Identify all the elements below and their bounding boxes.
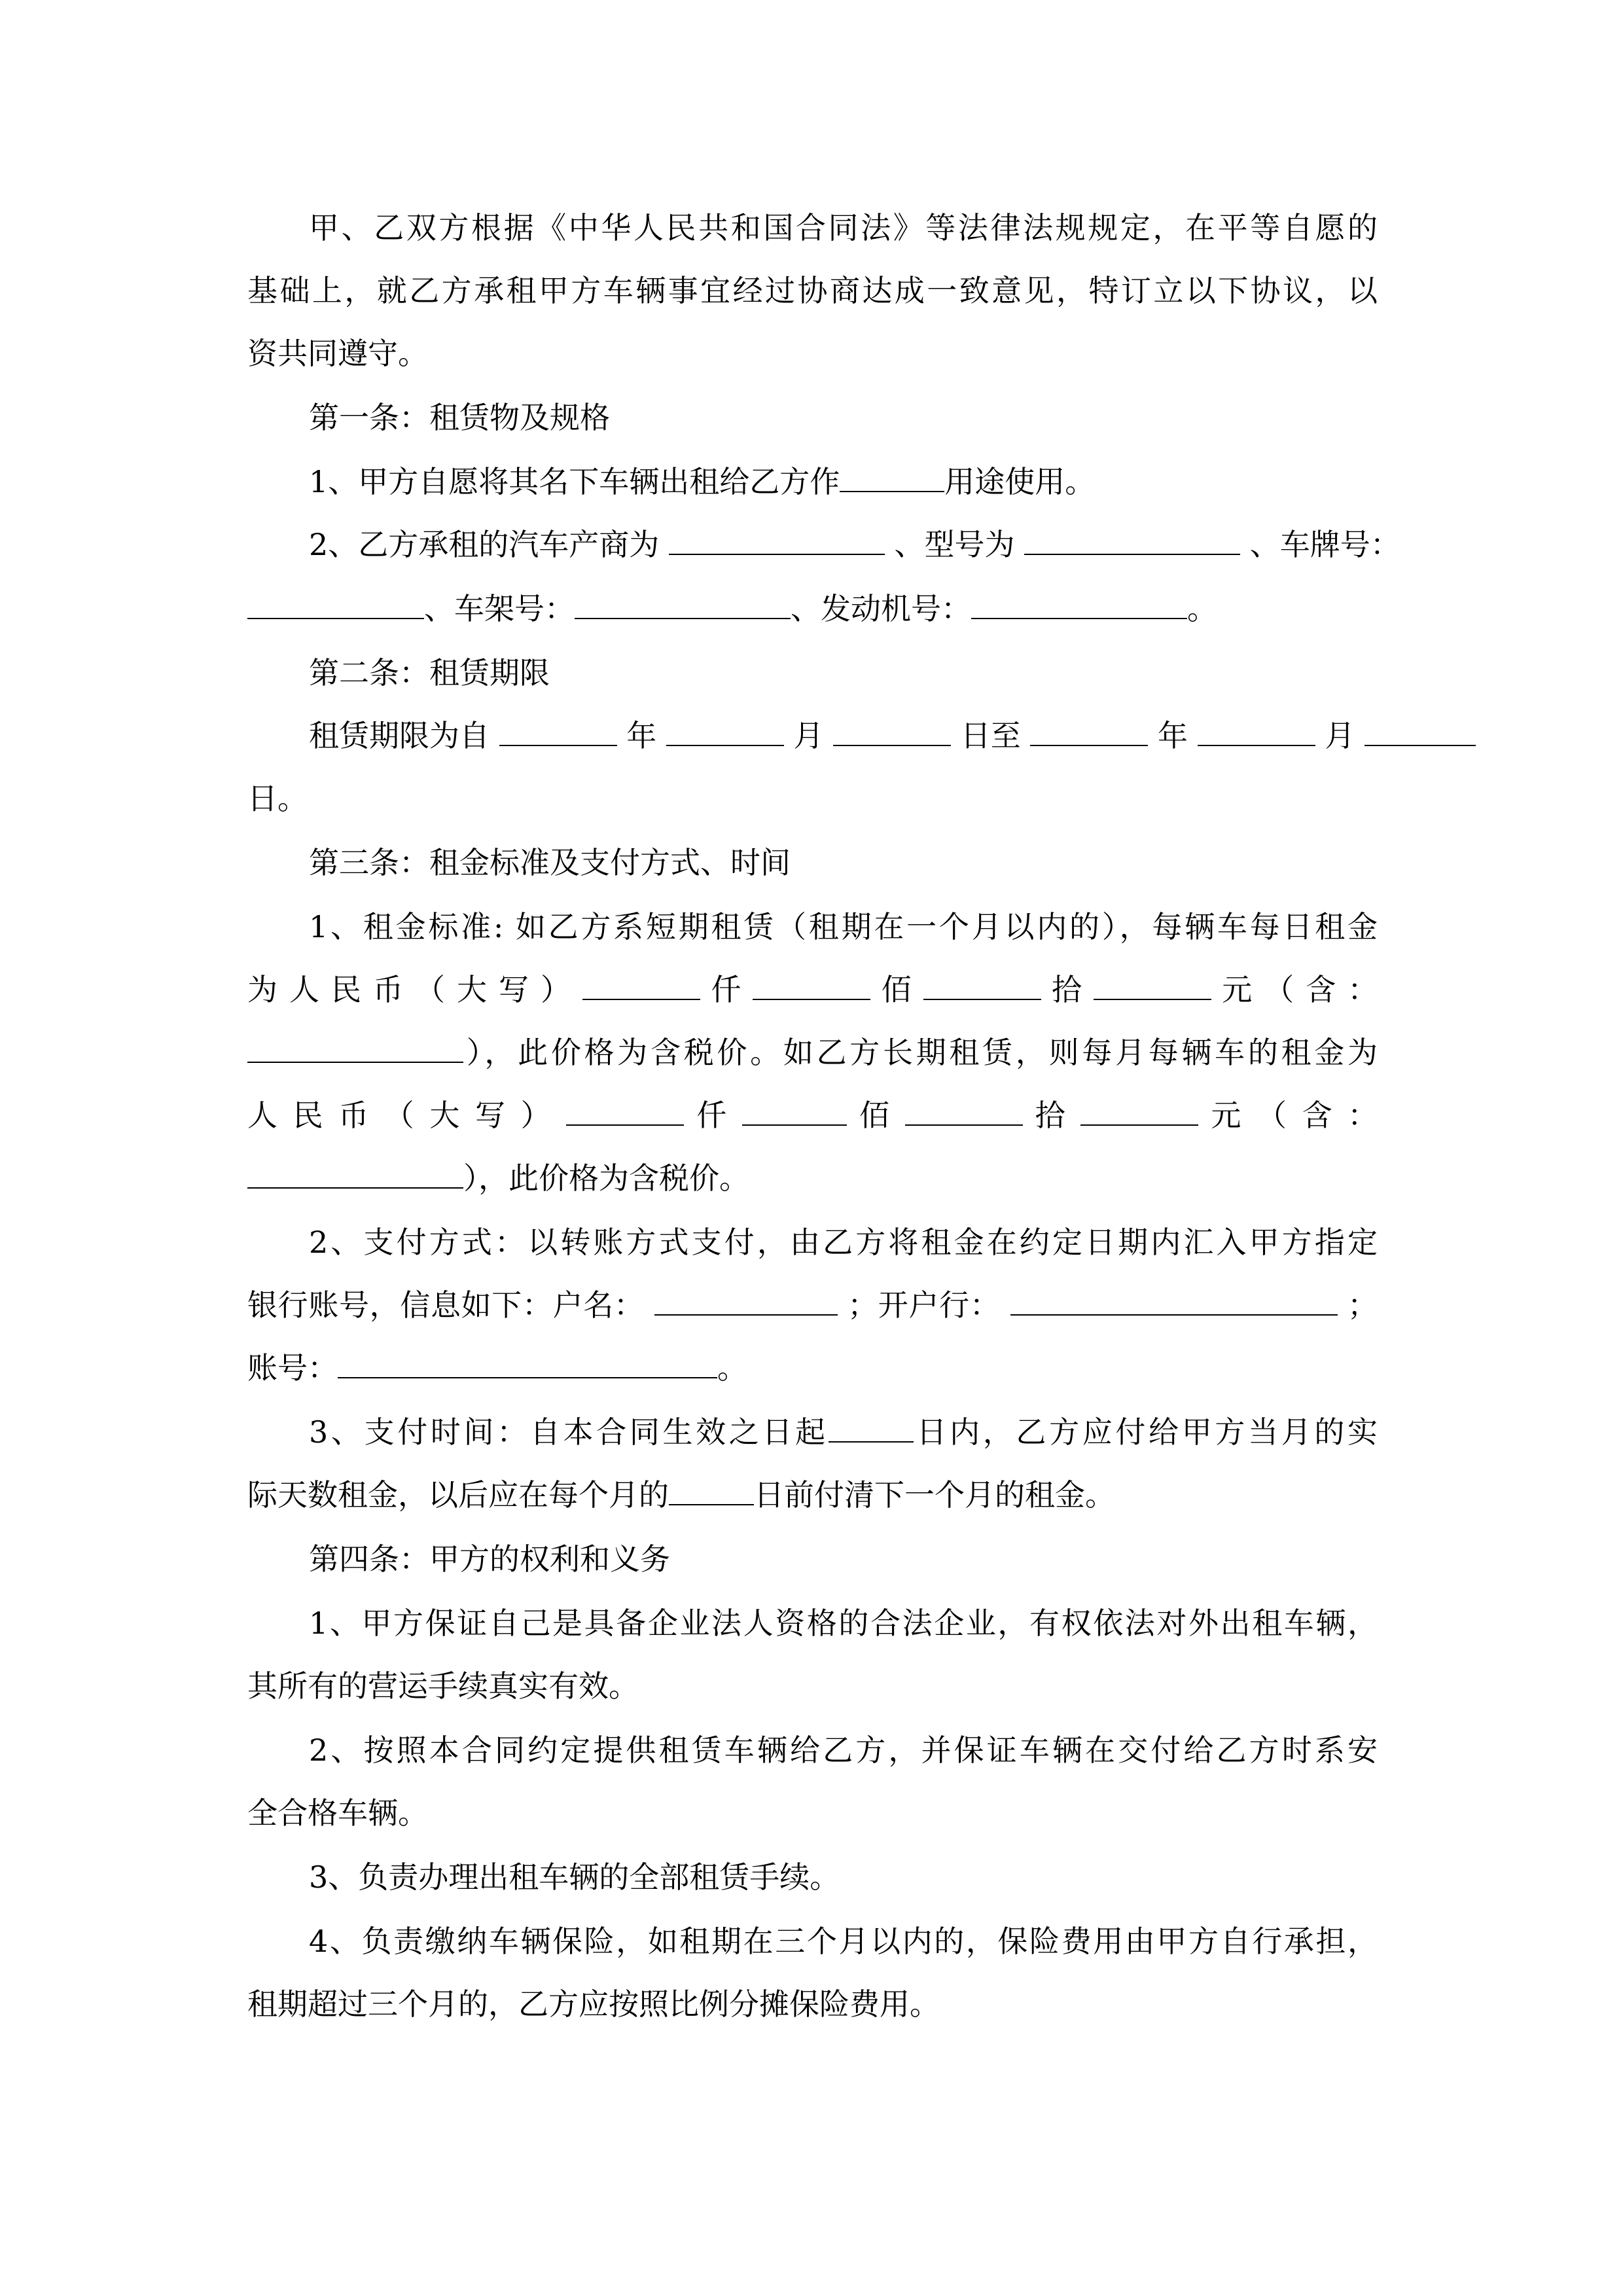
- article-3-item-2-line-3: 账号： 。: [247, 1350, 747, 1386]
- article-2-term-line-2: 日。: [247, 781, 308, 816]
- article-4-item-1-line-1: 1、甲方保证自己是具备企业法人资格的合法企业，有权依法对外出租车辆，: [309, 1605, 1378, 1641]
- article-3-item-3-line-1: 3、支付时间：自本合同生效之日起 日内，乙方应付给甲方当月的实: [309, 1414, 1378, 1450]
- article-2-term-line-1: 租赁期限为自 年 月 日至 年 月: [309, 716, 1378, 755]
- article-4-title: 第四条：甲方的权利和义务: [309, 1541, 670, 1577]
- purpose-blank[interactable]: [840, 465, 944, 492]
- article-3-item-1-line-4: 人 民 币 （ 大 写 ） 仟 佰 拾 元 （ 含 ：: [247, 1098, 1378, 1133]
- article-2-title: 第二条：租赁期限: [309, 655, 550, 691]
- plate-number-blank[interactable]: [247, 592, 424, 619]
- article-3-item-3-line-2: 际天数租金，以后应在每个月的 日前付清下一个月的租金。: [247, 1477, 1115, 1513]
- intro-line-1: 甲、乙双方根据《中华人民共和国合同法》等法律法规规定，在平等自愿的: [309, 210, 1378, 245]
- start-day-blank[interactable]: [833, 719, 951, 746]
- monthly-qian-blank[interactable]: [566, 1098, 684, 1126]
- article-4-item-2-line-2: 全合格车辆。: [247, 1795, 428, 1831]
- monthly-yuan-blank[interactable]: [1080, 1098, 1198, 1126]
- monthly-amount-blank[interactable]: [247, 1161, 463, 1189]
- article-4-item-2-line-1: 2、按照本合同约定提供租赁车辆给乙方，并保证车辆在交付给乙方时系安: [309, 1732, 1378, 1768]
- article-3-item-2-line-2: 银行账号，信息如下：户名： ；开户行： ；: [247, 1287, 1378, 1323]
- article-3-item-2-line-1: 2、支付方式：以转账方式支付，由乙方将租金在约定日期内汇入甲方指定: [309, 1225, 1378, 1260]
- article-1-title: 第一条：租赁物及规格: [309, 400, 610, 435]
- article-4-item-3: 3、负责办理出租车辆的全部租赁手续。: [309, 1859, 840, 1895]
- frame-number-blank[interactable]: [575, 592, 791, 619]
- monthly-bai-blank[interactable]: [742, 1098, 847, 1126]
- article-3-title: 第三条：租金标准及支付方式、时间: [309, 845, 791, 880]
- article-3-item-1-line-1: 1、租金标准: 如乙方系短期租赁（租期在一个月以内的），每辆车每日租金: [309, 909, 1378, 944]
- article-3-item-1-line-2: 为 人 民 币 （ 大 写 ） 仟 佰 拾 元 （ 含 ：: [247, 972, 1378, 1007]
- engine-number-blank[interactable]: [971, 592, 1187, 619]
- article-4-item-4-line-1: 4、负责缴纳车辆保险，如租期在三个月以内的，保险费用由甲方自行承担，: [309, 1924, 1378, 1959]
- intro-line-3: 资共同遵守。: [247, 336, 428, 371]
- article-4-item-4-line-2: 租期超过三个月的，乙方应按照比例分摊保险费用。: [247, 1986, 940, 2022]
- daily-amount-blank[interactable]: [247, 1035, 463, 1063]
- daily-qian-blank[interactable]: [582, 973, 700, 1000]
- monthly-payment-day-blank[interactable]: [669, 1478, 754, 1505]
- article-1-item-2-line-1: 2、乙方承租的汽车产商为 、型号为 、车牌号：: [309, 527, 1400, 562]
- article-3-item-1-line-3: ），此价格为含税价。如乙方长期租赁，则每月每辆车的租金为: [247, 1033, 1378, 1072]
- daily-shi-blank[interactable]: [923, 973, 1041, 1000]
- model-blank[interactable]: [1024, 528, 1240, 555]
- intro-line-2: 基础上，就乙方承租甲方车辆事宜经过协商达成一致意见，特订立以下协议，以: [247, 273, 1378, 308]
- article-3-item-1-line-5: ），此价格为含税价。: [247, 1158, 1378, 1198]
- account-name-blank[interactable]: [654, 1288, 838, 1316]
- first-payment-days-blank[interactable]: [829, 1415, 914, 1443]
- account-number-blank[interactable]: [338, 1351, 717, 1378]
- manufacturer-blank[interactable]: [669, 528, 885, 555]
- end-month-blank[interactable]: [1198, 719, 1315, 746]
- daily-bai-blank[interactable]: [753, 973, 870, 1000]
- daily-yuan-blank[interactable]: [1094, 973, 1211, 1000]
- monthly-shi-blank[interactable]: [905, 1098, 1023, 1126]
- article-1-item-2-line-2: 、车架号： 、发动机号： 。: [247, 589, 1378, 628]
- start-year-blank[interactable]: [499, 719, 617, 746]
- article-4-item-1-line-2: 其所有的营运手续真实有效。: [247, 1668, 639, 1704]
- bank-branch-blank[interactable]: [1010, 1288, 1338, 1316]
- end-year-blank[interactable]: [1030, 719, 1148, 746]
- end-day-blank[interactable]: [1364, 719, 1476, 746]
- start-month-blank[interactable]: [666, 719, 784, 746]
- article-1-item-1: 1、甲方自愿将其名下车辆出租给乙方作 用途使用。: [309, 464, 1096, 499]
